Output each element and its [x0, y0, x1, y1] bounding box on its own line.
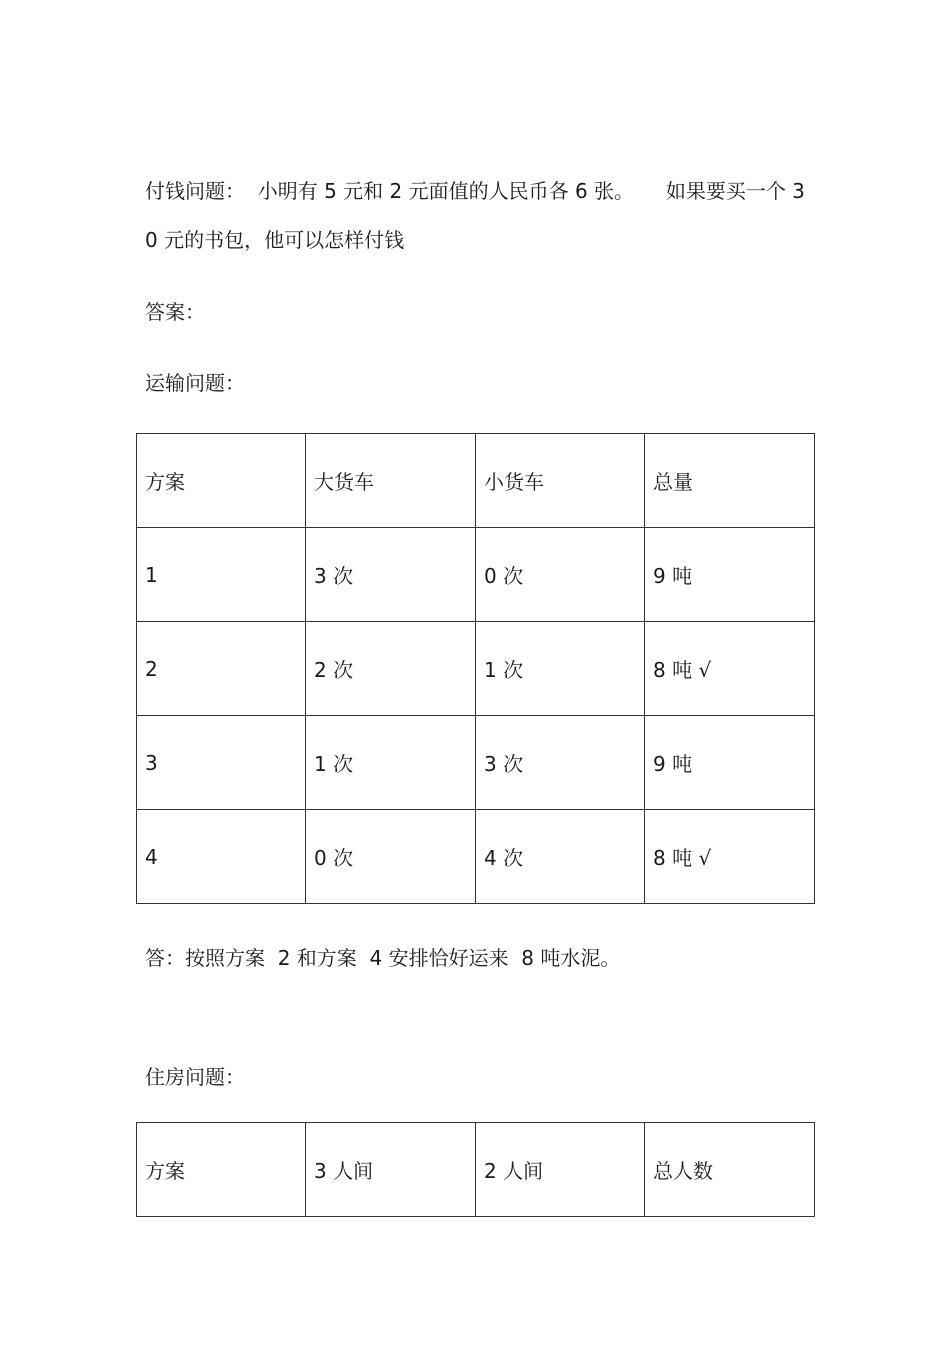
header-cell: 总人数 — [645, 1123, 815, 1217]
table-header-row — [137, 434, 815, 528]
table-cell: 8 吨 √ — [645, 622, 815, 716]
table-cell: 1 次 — [306, 716, 476, 810]
table-cell: 2 次 — [306, 622, 476, 716]
table-cell: 0 次 — [476, 528, 645, 622]
housing-heading: 住房问题： — [145, 1065, 245, 1089]
header-cell: 大货车 — [306, 434, 476, 528]
table-header-row — [137, 1123, 815, 1217]
table-row — [137, 716, 815, 810]
transport-table — [136, 433, 815, 904]
transport-conclusion: 答：按照方案 2 和方案 4 安排恰好运来 8 吨水泥。 — [145, 946, 621, 970]
table-cell: 1 次 — [476, 622, 645, 716]
header-cell: 小货车 — [476, 434, 645, 528]
table-cell: 3 次 — [476, 716, 645, 810]
table-cell: 9 吨 — [645, 716, 815, 810]
table-cell: 2 — [137, 622, 306, 716]
payment-question-line2: 0 元的书包，他可以怎样付钱 — [145, 228, 405, 252]
table-row — [137, 528, 815, 622]
answer-label: 答案： — [145, 300, 205, 324]
table-cell: 4 次 — [476, 810, 645, 904]
header-cell: 3 人间 — [306, 1123, 476, 1217]
table-cell: 3 — [137, 716, 306, 810]
table-cell: 3 次 — [306, 528, 476, 622]
table-cell: 1 — [137, 528, 306, 622]
table-row — [137, 622, 815, 716]
table-cell: 9 吨 — [645, 528, 815, 622]
header-cell: 2 人间 — [476, 1123, 645, 1217]
header-cell: 方案 — [137, 1123, 306, 1217]
table-cell: 4 — [137, 810, 306, 904]
table-cell: 8 吨 √ — [645, 810, 815, 904]
table-row — [137, 810, 815, 904]
payment-question-line1: 付钱问题： 小明有 5 元和 2 元面值的人民币各 6 张。 如果要买一个 3 — [145, 179, 805, 203]
transport-heading: 运输问题： — [145, 371, 245, 395]
table-cell: 0 次 — [306, 810, 476, 904]
header-cell: 方案 — [137, 434, 306, 528]
header-cell: 总量 — [645, 434, 815, 528]
housing-table — [136, 1122, 815, 1217]
